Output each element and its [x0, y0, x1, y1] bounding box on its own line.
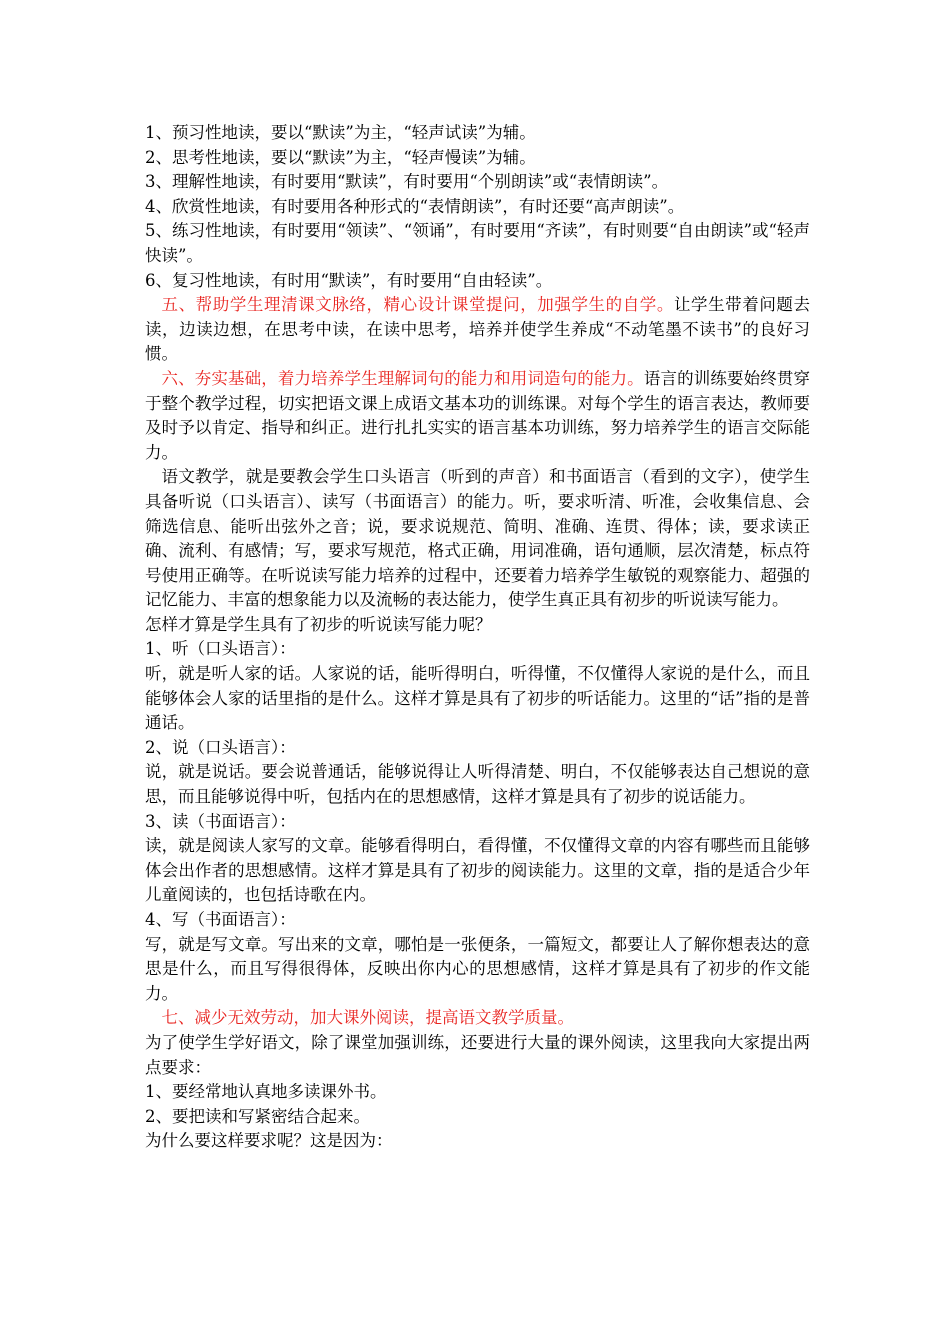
reading-item-6: 6、复习性地读，有时用“默读”，有时要用“自由轻读”。 [145, 270, 553, 290]
ability-1-title: 1、听（口头语言）： [145, 639, 296, 659]
ability-4-body: 写，就是写文章。写出来的文章，哪怕是一张便条，一篇短文，都要让人了解你想表达的意思是什么，而且写得很得体，反映出你内心的思想感情，这样才算是具有了初步的作文能力。 [145, 934, 810, 1003]
ability-2-title: 2、说（口头语言）： [145, 737, 296, 757]
ability-3-title: 3、读（书面语言）： [145, 811, 296, 831]
ability-4-title: 4、写（书面语言）： [145, 910, 296, 929]
teaching-paragraph: 语文教学，就是要教会学生口头语言（听到的声音）和书面语言（看到的文字），使学生具备听说（口头语言）、读写（书面语言）的能力。听，要求听清、听准，会收集信息、会筛选信息、能听出弦外之音；说，要求说规范、简明、准确、连贯、得体；读，要求读正确、流利、有感情；写，要求写规范，格式正确，用词准确，语句通顺，层次清楚，标点符号使用正确等。在听说读写能力培养的过程中，还要着力培养学生敏锐的观察能力、超强的记忆能力、丰富的想象能力以及流畅的表达能力，使学生真正具有初步的听说读写能力。 [145, 467, 810, 610]
section-6-heading: 六、夯实基础，着力培养学生理解词句的能力和用词造句的能力。 [161, 368, 644, 388]
requirement-2: 2、要把读和写紧密结合起来。 [145, 1106, 370, 1126]
requirement-1: 1、要经常地认真地多读课外书。 [145, 1082, 387, 1102]
section-7-heading: 七、减少无效劳动，加大课外阅读，提高语文教学质量。 [161, 1008, 574, 1028]
ability-1-body: 听，就是听人家的话。人家说的话，能听得明白，听得懂，不仅懂得人家说的是什么，而且能够体会人家的话里指的是什么。这样才算是具有了初步的听话能力。这里的“话”指的是普通话。 [145, 664, 810, 733]
ability-3-body: 读，就是阅读人家写的文章。能够看得明白，看得懂，不仅懂得文章的内容有哪些而且能够体会出作者的思想感情。这样才算是具有了初步的阅读能力。这里的文章，指的是适合少年儿童阅读的，也包括诗歌在内。 [145, 836, 810, 905]
document-page [145, 121, 810, 1154]
section-6-body: 语言的训练要始终贯穿于整个教学过程，切实把语文课上成语文基本功的训练课。对每个学生的语言表达，教师要及时予以肯定、指导和纠正。进行扎扎实实的语言基本功训练，努力培养学生的语言交际能力。 [145, 368, 811, 462]
reading-item-5: 5、练习性地读，有时要用“领读”、“领诵”，有时要用“齐读”，有时则要“自由朗读”或“轻声快读”。 [145, 221, 810, 265]
reading-item-1: 1、预习性地读，要以“默读”为主，“轻声试读”为辅。 [145, 123, 536, 142]
section-5-body: 让学生带着问题去读，边读边想，在思考中读，在读中思考，培养并使学生养成“不动笔墨不读书”的良好习惯。 [145, 295, 811, 364]
reading-item-2: 2、思考性地读，要以“默读”为主，“轻声慢读”为辅。 [145, 147, 536, 167]
section-5-heading: 五、帮助学生理清课文脉络，精心设计课堂提问，加强学生的自学。 [161, 295, 674, 315]
section-6-paragraph [145, 367, 810, 465]
reading-item-4: 4、欣赏性地读，有时要用各种形式的“表情朗读”，有时还要“高声朗读”。 [145, 196, 685, 216]
ability-2-body: 说，就是说话。要会说普通话，能够说得让人听得清楚、明白，不仅能够表达自己想说的意思，而且能够说得中听，包括内在的思想感情，这样才算是具有了初步的说话能力。 [145, 762, 810, 807]
section-7-intro: 为了使学生学好语文，除了课堂加强训练，还要进行大量的课外阅读，这里我向大家提出两点要求： [145, 1032, 810, 1077]
section-5-paragraph [145, 293, 810, 367]
section-7-closing: 为什么要这样要求呢？这是因为： [145, 1131, 393, 1151]
reading-item-3: 3、理解性地读，有时要用“默读”，有时要用“个别朗读”或“表情朗读”。 [145, 172, 669, 192]
ability-question: 怎样才算是学生具有了初步的听说读写能力呢？ [145, 614, 492, 634]
